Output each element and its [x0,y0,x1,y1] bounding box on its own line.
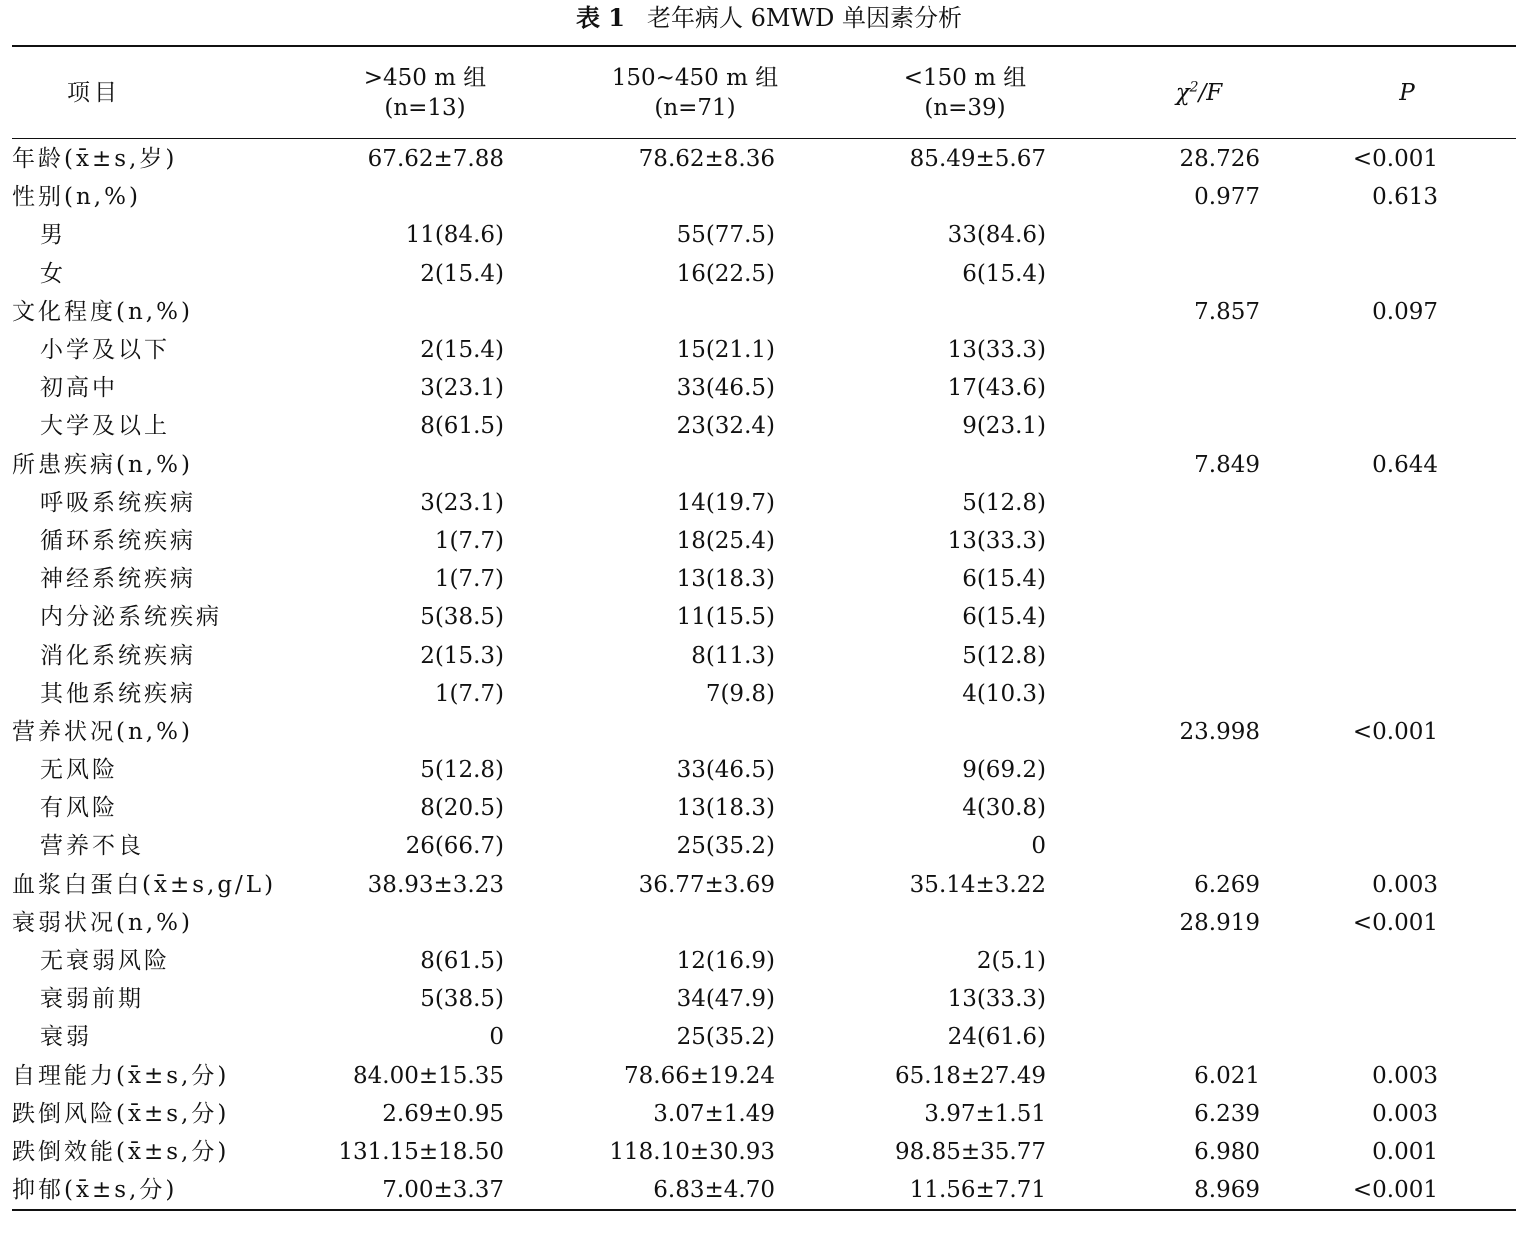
cell-p [1298,980,1516,1018]
cell-group1: 84.00±15.35 [353,1062,504,1089]
cell-group3: 5(12.8) [962,642,1046,669]
table-row [12,789,1516,827]
table-row [12,138,1516,178]
header-group1 [290,47,560,138]
cell-group2: 14(19.7) [676,489,775,516]
table-row [12,827,1516,865]
table-row [12,446,1516,484]
cell-group1: 5(38.5) [420,604,504,631]
header-stat-text: $\chi^2/F$ [1175,78,1223,106]
cell-stat [1100,255,1298,293]
cell-group3: 6(15.4) [962,566,1046,593]
cell-group3 [830,713,1100,751]
cell-p [1298,942,1516,980]
cell-p [1298,369,1516,407]
table-row [12,522,1516,560]
cell-group2 [560,293,830,331]
cell-stat: 23.998 [1179,718,1260,745]
cell-stat [1100,216,1298,254]
table-row [12,178,1516,216]
cell-group1: 0 [489,1024,504,1051]
cell-group3: 13(33.3) [947,337,1046,364]
table-row [12,407,1516,445]
cell-group1: 38.93±3.23 [367,871,504,898]
cell-group3: 35.14±3.22 [909,871,1046,898]
cell-group2: 25(35.2) [676,833,775,860]
cell-group1: 26(66.7) [405,833,504,860]
row-label: 所患疾病(n,%) [12,451,193,478]
table-row [12,598,1516,636]
cell-group1: 2(15.4) [420,260,504,287]
row-label: 衰弱状况(n,%) [12,909,193,936]
cell-group1: 8(61.5) [420,948,504,975]
cell-p [1298,675,1516,713]
table-row [12,255,1516,293]
cell-group2: 55(77.5) [676,222,775,249]
header-group3 [830,47,1100,138]
row-label: 其他系统疾病 [40,680,196,707]
row-label: 衰弱 [40,1024,92,1051]
table-row [12,866,1516,904]
cell-group3 [830,904,1100,942]
cell-stat: 6.269 [1194,871,1260,898]
row-label: 跌倒效能(x̄±s,分) [12,1138,230,1165]
row-label: 内分泌系统疾病 [40,604,222,631]
row-label: 消化系统疾病 [40,642,196,669]
cell-p: <0.001 [1352,146,1438,173]
cell-stat [1100,1018,1298,1056]
row-label: 血浆白蛋白(x̄±s,g/L) [12,871,277,898]
row-label: 营养不良 [40,833,144,860]
table-row [12,980,1516,1018]
cell-p: 0.003 [1372,1062,1438,1089]
cell-group3: 6(15.4) [962,604,1046,631]
cell-group2: 23(32.4) [676,413,775,440]
row-label: 男 [40,222,66,249]
header-group1-n: (n=13) [384,94,466,121]
cell-group3: 17(43.6) [947,375,1046,402]
cell-p [1298,598,1516,636]
cell-group1: 2.69±0.95 [382,1100,504,1127]
table-row [12,636,1516,674]
header-p [1298,47,1516,138]
cell-group2 [560,713,830,751]
cell-stat: 6.239 [1194,1100,1260,1127]
cell-group3: 3.97±1.51 [924,1100,1046,1127]
cell-stat [1100,331,1298,369]
cell-group2: 36.77±3.69 [638,871,775,898]
table-row [12,369,1516,407]
data-table [12,47,1516,1209]
cell-group2: 13(18.3) [676,795,775,822]
cell-group2: 33(46.5) [676,757,775,784]
cell-group1 [290,446,560,484]
table-row [12,1133,1516,1171]
cell-group2: 12(16.9) [676,948,775,975]
cell-stat [1100,751,1298,789]
cell-group1 [290,293,560,331]
table-row [12,1171,1516,1209]
cell-group3: 5(12.8) [962,489,1046,516]
cell-stat [1100,560,1298,598]
cell-stat: 6.980 [1194,1138,1260,1165]
cell-stat: 28.919 [1179,909,1260,936]
row-label: 呼吸系统疾病 [40,489,196,516]
cell-stat [1100,484,1298,522]
cell-group1: 3(23.1) [420,375,504,402]
cell-group1: 67.62±7.88 [367,146,504,173]
cell-p [1298,1018,1516,1056]
cell-p [1298,216,1516,254]
table-row [12,293,1516,331]
cell-group2: 16(22.5) [676,260,775,287]
cell-stat [1100,636,1298,674]
cell-group2: 13(18.3) [676,566,775,593]
cell-p: 0.001 [1372,1138,1438,1165]
row-label: 性别(n,%) [12,184,141,211]
table-row [12,1018,1516,1056]
cell-p [1298,522,1516,560]
cell-group2: 15(21.1) [676,337,775,364]
cell-group2: 118.10±30.93 [609,1138,775,1165]
cell-group2: 78.66±19.24 [624,1062,775,1089]
cell-group1 [290,904,560,942]
cell-p [1298,407,1516,445]
cell-p: 0.644 [1372,451,1438,478]
cell-group1 [290,178,560,216]
cell-group2: 7(9.8) [705,680,775,707]
row-label: 初高中 [40,375,118,402]
cell-group3: 2(5.1) [976,948,1046,975]
row-label: 循环系统疾病 [40,527,196,554]
row-label: 抑郁(x̄±s,分) [12,1177,178,1204]
cell-p [1298,255,1516,293]
row-label: 衰弱前期 [40,986,144,1013]
cell-group2 [560,178,830,216]
cell-stat [1100,789,1298,827]
row-label: 跌倒风险(x̄±s,分) [12,1100,230,1127]
cell-group1: 2(15.3) [420,642,504,669]
cell-stat: 28.726 [1179,146,1260,173]
cell-group1: 1(7.7) [434,527,504,554]
header-p-text: P [1399,79,1415,106]
row-label: 营养状况(n,%) [12,718,193,745]
cell-group3: 65.18±27.49 [895,1062,1046,1089]
cell-p [1298,636,1516,674]
cell-group3: 0 [1031,833,1046,860]
table-row [12,942,1516,980]
cell-group1: 11(84.6) [405,222,504,249]
cell-stat: 7.849 [1194,451,1260,478]
cell-group1: 5(38.5) [420,986,504,1013]
cell-stat [1100,369,1298,407]
cell-group1: 5(12.8) [420,757,504,784]
cell-group2: 34(47.9) [676,986,775,1013]
table-row [12,751,1516,789]
table-title: 老年病人 6MWD 单因素分析 [647,4,963,32]
cell-group3 [830,446,1100,484]
cell-p: 0.003 [1372,871,1438,898]
row-label: 自理能力(x̄±s,分) [12,1062,230,1089]
row-label: 神经系统疾病 [40,566,196,593]
cell-group3: 4(30.8) [962,795,1046,822]
table-row [12,904,1516,942]
cell-p [1298,484,1516,522]
table-row [12,713,1516,751]
cell-group3: 85.49±5.67 [909,146,1046,173]
table-row [12,331,1516,369]
cell-group3: 9(23.1) [962,413,1046,440]
header-group1-name: >450 m 组 [363,64,487,91]
cell-group1: 1(7.7) [434,680,504,707]
cell-stat [1100,598,1298,636]
cell-group2: 6.83±4.70 [653,1177,775,1204]
row-label: 大学及以上 [40,413,170,440]
cell-group3 [830,178,1100,216]
cell-p: <0.001 [1352,718,1438,745]
cell-group3 [830,293,1100,331]
cell-group1: 7.00±3.37 [382,1177,504,1204]
cell-group1: 2(15.4) [420,337,504,364]
row-label: 无风险 [40,757,118,784]
cell-group2: 25(35.2) [676,1024,775,1051]
cell-stat [1100,522,1298,560]
table-row [12,1095,1516,1133]
cell-group1: 131.15±18.50 [338,1138,504,1165]
table-label: 表 1 [575,3,626,32]
cell-p: <0.001 [1352,909,1438,936]
table-row [12,216,1516,254]
cell-p: 0.613 [1372,184,1438,211]
row-label: 年龄(x̄±s,岁) [12,146,178,173]
cell-group2: 11(15.5) [676,604,775,631]
cell-group3: 33(84.6) [947,222,1046,249]
header-group2-n: (n=71) [654,94,736,121]
header-row [12,47,1516,138]
cell-group3: 6(15.4) [962,260,1046,287]
header-group3-name: <150 m 组 [903,64,1027,91]
table-body [12,138,1516,1209]
cell-stat [1100,980,1298,1018]
cell-p [1298,331,1516,369]
header-group3-n: (n=39) [924,94,1006,121]
header-group2-name: 150~450 m 组 [611,64,779,91]
cell-group1: 3(23.1) [420,489,504,516]
row-label: 无衰弱风险 [40,948,170,975]
cell-stat [1100,675,1298,713]
row-label: 女 [40,260,66,287]
table-caption [0,2,1538,34]
cell-group3: 13(33.3) [947,527,1046,554]
row-label: 文化程度(n,%) [12,298,193,325]
cell-group2: 8(11.3) [691,642,775,669]
cell-stat [1100,942,1298,980]
row-label: 有风险 [40,795,118,822]
cell-group3: 98.85±35.77 [895,1138,1046,1165]
cell-stat: 0.977 [1194,184,1260,211]
cell-stat [1100,407,1298,445]
table-row [12,675,1516,713]
header-item: 项目 [67,79,121,106]
header-group2 [560,47,830,138]
cell-group2: 18(25.4) [676,527,775,554]
cell-group2: 33(46.5) [676,375,775,402]
cell-p: 0.097 [1372,298,1438,325]
cell-group3: 11.56±7.71 [909,1177,1046,1204]
cell-group1: 8(61.5) [420,413,504,440]
cell-group2: 3.07±1.49 [653,1100,775,1127]
cell-group3: 4(10.3) [962,680,1046,707]
cell-group2 [560,446,830,484]
cell-p: <0.001 [1352,1177,1438,1204]
cell-group1: 8(20.5) [420,795,504,822]
cell-p [1298,751,1516,789]
cell-p: 0.003 [1372,1100,1438,1127]
table-row [12,560,1516,598]
table-row [12,484,1516,522]
header-stat [1100,47,1298,138]
cell-p [1298,560,1516,598]
cell-group3: 24(61.6) [947,1024,1046,1051]
cell-group1 [290,713,560,751]
cell-stat [1100,827,1298,865]
cell-p [1298,827,1516,865]
cell-group3: 9(69.2) [962,757,1046,784]
cell-group2: 78.62±8.36 [638,146,775,173]
table-row [12,1057,1516,1095]
cell-group1: 1(7.7) [434,566,504,593]
bottom-rule [12,1209,1516,1211]
cell-group2 [560,904,830,942]
cell-stat: 8.969 [1194,1177,1260,1204]
cell-group3: 13(33.3) [947,986,1046,1013]
row-label: 小学及以下 [40,337,170,364]
cell-stat: 7.857 [1194,298,1260,325]
cell-stat: 6.021 [1194,1062,1260,1089]
cell-p [1298,789,1516,827]
